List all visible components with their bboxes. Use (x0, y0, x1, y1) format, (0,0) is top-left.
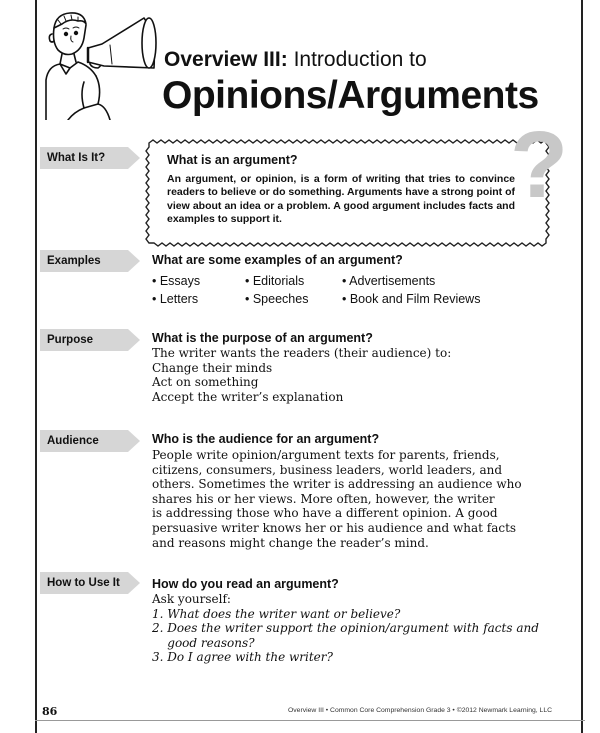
list-item: • Book and Film Reviews (342, 292, 481, 306)
label-how-to-use-text: How to Use It (47, 577, 120, 589)
audience-body (152, 448, 522, 550)
text-line: 2. Does the writer support the opinion/argument with facts and (152, 621, 539, 636)
text-line: is addressing those who have a different opinion. A good (152, 506, 498, 521)
footer-credit: Overview III • Common Core Comprehension Grade 3 • ©2012 Newmark Learning, LLC (288, 707, 553, 714)
text-line: Act on something (152, 375, 259, 390)
how-to-use-body (152, 592, 539, 665)
page-number: 86 (42, 705, 58, 718)
page-title: Opinions/Arguments (162, 74, 539, 117)
purpose-heading: What is the purpose of an argument? (152, 331, 373, 345)
label-how-to-use (40, 572, 140, 594)
text-line: The writer wants the readers (their audience) to: (152, 346, 452, 360)
overview-subtitle: Introduction to (287, 48, 427, 71)
overview-label: Overview III: (164, 48, 288, 71)
how-to-use-heading: How do you read an argument? (152, 577, 339, 591)
examples-heading: What are some examples of an argument? (152, 253, 403, 267)
boy-megaphone-illustration (40, 8, 160, 120)
list-item: • Essays (152, 274, 201, 288)
text-line: persuasive writer knows her or his audience and what facts (152, 520, 517, 535)
list-item: • Letters (152, 292, 199, 306)
list-item: • Advertisements (342, 274, 436, 288)
text-line: 1. What does the writer want or believe? (152, 606, 401, 621)
text-line: 3. Do I agree with the writer? (152, 650, 333, 665)
text-line: and reasons might change the reader’s mind. (152, 535, 429, 550)
text-line: others. Sometimes the writer is addressing an audience who (152, 477, 522, 492)
text-line: citizens, consumers, business leaders, world leaders, and (152, 462, 503, 477)
text-line: shares his or her views. More often, however, the writer (152, 491, 495, 506)
label-purpose-text: Purpose (47, 334, 94, 346)
label-examples-text: Examples (47, 255, 101, 267)
text-line: Change their minds (152, 360, 273, 375)
label-what-is-it (40, 147, 140, 169)
text-line: Accept the writer’s explanation (152, 389, 344, 404)
what-is-it-heading: What is an argument? (167, 153, 298, 167)
question-mark-icon: ? (510, 112, 569, 218)
label-purpose (40, 329, 140, 351)
label-examples (40, 250, 140, 272)
text-line: People write opinion/argument texts for parents, friends, (152, 448, 500, 462)
list-item: • Editorials (245, 274, 305, 288)
purpose-body (152, 346, 451, 404)
text-line: Ask yourself: (152, 592, 231, 606)
label-what-is-it-text: What Is It? (47, 152, 106, 164)
text-line: good reasons? (152, 635, 255, 650)
audience-heading: Who is the audience for an argument? (152, 432, 380, 446)
list-item: • Speeches (245, 292, 309, 306)
label-audience-text: Audience (47, 435, 99, 447)
footer-divider (35, 720, 585, 721)
definition-text: An argument, or opinion, is a form of writing that tries to convince readers to believe or do something. Arguments have a strong point of view about an idea or a problem. A good argument includes facts and examples to support it. (167, 173, 515, 226)
overview-title (164, 48, 427, 72)
label-audience (40, 430, 140, 452)
